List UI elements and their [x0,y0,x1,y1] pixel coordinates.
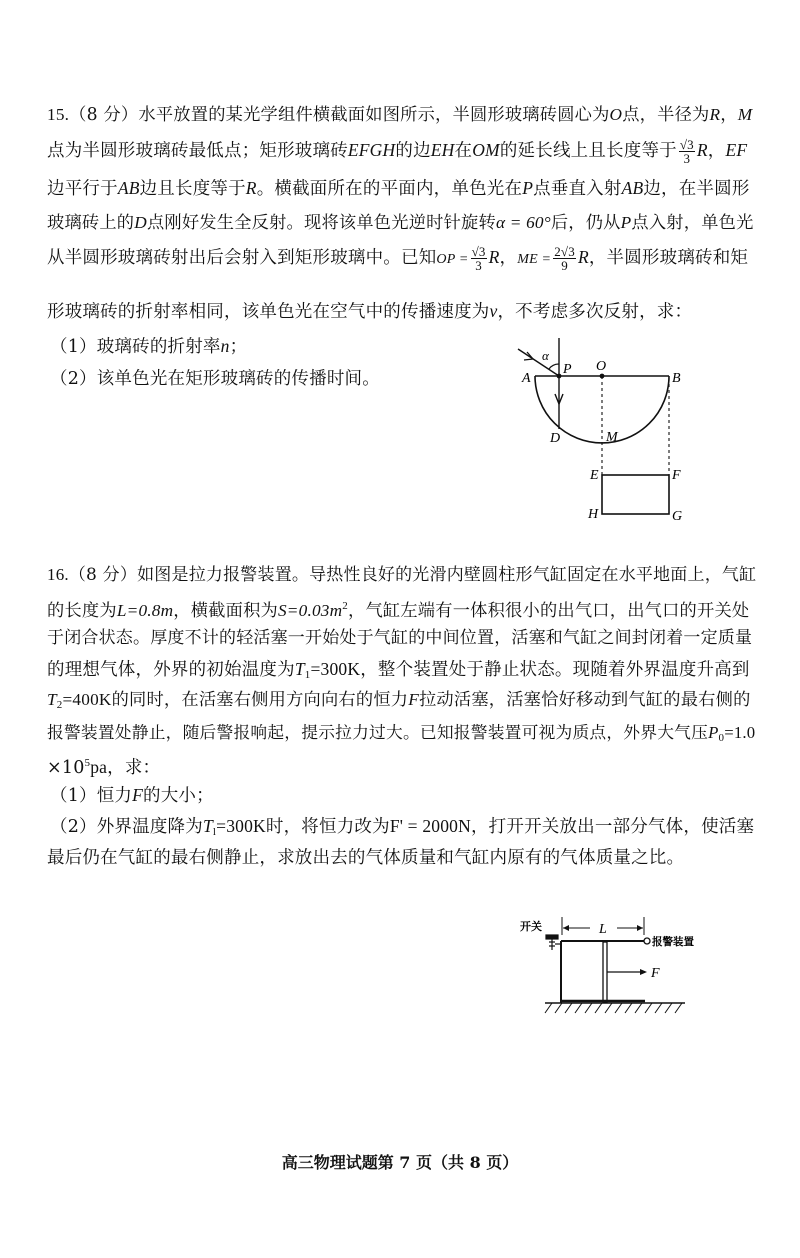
q15-line-6: 形玻璃砖的折射率相同，该单色光在空气中的传播速度为v，不考虑多次反射，求： [47,301,693,322]
label-switch: 开关 [520,920,542,933]
q15-subquestion-1: （1）玻璃砖的折射率n； [50,336,248,357]
q16-line-7: $\times 10^5pa$，求： [47,757,161,778]
label-a: A [522,371,531,386]
label-alpha: α [542,348,549,363]
q15-line-4: 玻璃砖上的D点刚好发生全反射。现将该单色光逆时针旋转α = 60°后，仍从P点入射，单色光 [47,213,754,233]
page-footer: 高三物理试题第 7 页（共 8 页） [281,1153,519,1172]
q16-subquestion-1: （1）恒力F的大小； [50,785,214,806]
label-e: E [590,468,599,483]
q16-subquestion-2: （2）外界温度降为$T_l=300K$时，将恒力改为F' = 2000N，打开开关放出一部分气体，使活塞 [50,816,755,838]
label-f: F [651,966,660,981]
label-l: L [599,922,607,937]
label-o: O [596,359,607,374]
q15-line-3: 边平行于AB边且长度等于R。横截面所在的平面内，单色光在P点垂直入射AB边，在半圆形 [47,178,750,199]
q16-line-10: 最后仍在气缸的最右侧静止，求放出去的气体质量和气缸内原有的气体质量之比。 [47,848,685,868]
q16-line-6: 报警装置处静止，随后警报响起，提示拉力过大。已知报警装置可视为质点，外界大气压$P_0=1.0$ [47,722,756,744]
fraction-2sqrt3-over-9: $\frac{2√3}{9}$ [554,244,575,273]
q15-line-1: 15.（8 分）水平放置的某光学组件横截面如图所示，半圆形玻璃砖圆心为O点，半径为R，M [47,105,753,125]
q15-line-5: 从半圆形玻璃砖射出后会射入到矩形玻璃中。已知OP = $\frac{√3}{3}$ R，ME = $\frac{2√3}{9}$ R，半圆形玻璃砖和矩 [47,244,749,273]
label-g: G [672,509,683,524]
label-d: D [550,431,561,446]
q16-cylinder-diagram [510,905,710,1020]
q15-optics-diagram [500,335,700,535]
label-h: H [588,507,599,522]
label-m: M [606,430,618,445]
label-alarm: 报警装置 [652,936,694,948]
label-b: B [672,371,681,386]
dimension-arrow-left-icon [563,925,569,931]
rectangle-glass [602,475,669,514]
fraction-sqrt3-over-3: $\frac{√3}{3}$ [471,244,486,273]
q16-line-3: 于闭合状态。厚度不计的轻活塞一开始处于气缸的中间位置，活塞和气缸之间封闭着一定质量 [47,628,753,648]
q16-line-4: 的理想气体，外界的初始温度为$T_1=300K$，整个装置处于静止状态。现随着外界温度升高到 [47,659,750,681]
q16-line-5: $T_2=400K$的同时，在活塞右侧用方向向右的恒力F拉动活塞，活塞恰好移动到气缸的最右侧的 [47,690,751,711]
alpha-arc [549,364,559,369]
piston [603,942,607,1002]
ground-hatching [545,1003,682,1013]
switch-valve-icon [546,935,561,950]
q15-line-2: 点为半圆形玻璃砖最低点；矩形玻璃砖EFGH的边EH在OM的延长线上且长度等于 $\frac{√3}{3}$ R，EF [47,137,748,166]
alarm-device [644,938,650,944]
point-p [557,374,562,379]
q15-subquestion-2: （2）该单色光在矩形玻璃砖的传播时间。 [50,369,380,389]
fraction-sqrt3-over-3: $\frac{√3}{3}$ [679,137,694,166]
q16-line-2: 的长度为L=0.8m，横截面积为$S=0.03m^2$，气缸左端有一体积很小的出气口，出气口的开关处 [47,600,750,621]
label-f: F [672,468,681,483]
force-arrow-head-icon [640,969,647,975]
dimension-arrow-right-icon [637,925,643,931]
label-p: P [563,362,572,377]
q16-line-1: 16.（8 分）如图是拉力报警装置。导热性良好的光滑内壁圆柱形气缸固定在水平地面上，气缸 [47,565,757,585]
